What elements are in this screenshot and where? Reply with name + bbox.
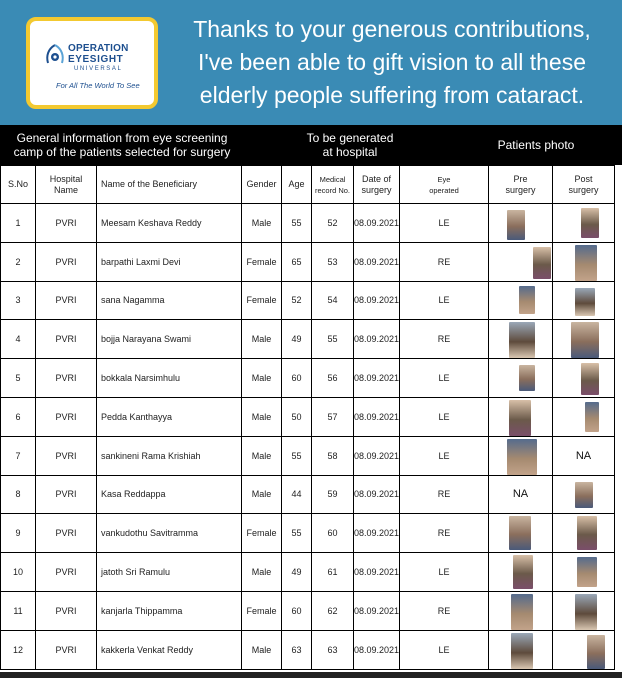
logo-text-eyesight: EYESIGHT — [68, 54, 124, 65]
pre-surgery-photo-cell — [489, 553, 553, 592]
headline-line: Thanks to your generous contributions, — [193, 16, 591, 42]
pre-surgery-photo-cell — [489, 514, 553, 553]
patient-photo-thumbnail — [575, 594, 597, 630]
beneficiary-name-cell: Meesam Keshava Reddy — [97, 204, 242, 243]
gender-cell: Male — [242, 359, 282, 398]
hospital-cell: PVRI — [36, 204, 97, 243]
record-no-cell: 56 — [312, 359, 354, 398]
patient-photo-thumbnail — [509, 322, 535, 358]
patient-photo-thumbnail — [575, 245, 597, 281]
pre-surgery-photo-cell — [489, 591, 553, 630]
beneficiary-name-cell: bojja Narayana Swami — [97, 320, 242, 359]
hospital-cell: PVRI — [36, 591, 97, 630]
hospital-cell: PVRI — [36, 242, 97, 281]
pre-surgery-photo-cell — [489, 320, 553, 359]
patient-photo-thumbnail — [511, 633, 533, 669]
record-no-cell: 63 — [312, 630, 354, 669]
pre-surgery-photo-cell — [489, 281, 553, 320]
surgery-date-cell: 08.09.2021 — [354, 630, 400, 669]
record-no-cell: 53 — [312, 242, 354, 281]
hospital-cell: PVRI — [36, 475, 97, 514]
age-cell: 55 — [282, 436, 312, 475]
table-row — [1, 397, 615, 436]
table-row — [1, 204, 615, 243]
gender-cell: Female — [242, 281, 282, 320]
eye-operated-cell: RE — [400, 320, 489, 359]
logo-text-operation: OPERATION — [68, 43, 129, 54]
col-header-pre: Pre surgery — [489, 166, 553, 204]
hospital-generated-line: To be generated — [306, 131, 394, 145]
eye-operated-cell: LE — [400, 630, 489, 669]
col-header-age: Age — [282, 166, 312, 204]
not-available-label: NA — [512, 488, 529, 501]
table-row — [1, 281, 615, 320]
record-no-cell: 57 — [312, 397, 354, 436]
patient-photo-thumbnail — [519, 365, 535, 391]
surgery-date-cell: 08.09.2021 — [354, 591, 400, 630]
headline — [172, 13, 612, 112]
gender-cell: Male — [242, 397, 282, 436]
table-row — [1, 591, 615, 630]
eye-operated-cell: RE — [400, 475, 489, 514]
record-no-cell: 61 — [312, 553, 354, 592]
gender-cell: Female — [242, 514, 282, 553]
surgery-date-cell: 08.09.2021 — [354, 397, 400, 436]
sno-cell: 6 — [1, 397, 36, 436]
table-row — [1, 630, 615, 669]
patient-photo-thumbnail — [513, 555, 533, 589]
section-header-bar — [0, 125, 622, 165]
post-surgery-photo-cell — [553, 475, 615, 514]
pre-surgery-photo-cell — [489, 630, 553, 669]
gender-cell: Female — [242, 591, 282, 630]
eye-operated-cell: RE — [400, 242, 489, 281]
header-banner — [0, 0, 622, 125]
sno-cell: 1 — [1, 204, 36, 243]
post-surgery-photo-cell — [553, 436, 615, 475]
age-cell: 63 — [282, 630, 312, 669]
surgery-date-cell: 08.09.2021 — [354, 514, 400, 553]
general-info-heading — [6, 131, 238, 159]
eye-operated-cell: LE — [400, 436, 489, 475]
hospital-cell: PVRI — [36, 359, 97, 398]
col-header-gender: Gender — [242, 166, 282, 204]
eye-operated-cell: LE — [400, 359, 489, 398]
surgery-date-cell: 08.09.2021 — [354, 359, 400, 398]
table-row — [1, 359, 615, 398]
eye-operated-cell: RE — [400, 514, 489, 553]
record-no-cell: 62 — [312, 591, 354, 630]
age-cell: 60 — [282, 359, 312, 398]
surgery-date-cell: 08.09.2021 — [354, 242, 400, 281]
record-no-cell: 54 — [312, 281, 354, 320]
age-cell: 65 — [282, 242, 312, 281]
patient-photo-thumbnail — [581, 363, 599, 395]
record-no-cell: 59 — [312, 475, 354, 514]
table-row — [1, 242, 615, 281]
surgery-date-cell: 08.09.2021 — [354, 281, 400, 320]
surgery-date-cell: 08.09.2021 — [354, 436, 400, 475]
record-no-cell: 55 — [312, 320, 354, 359]
col-header-record: Medical record No. — [312, 166, 354, 204]
age-cell: 50 — [282, 397, 312, 436]
headline-line: I've been able to gift vision to all these — [198, 49, 586, 75]
age-cell: 52 — [282, 281, 312, 320]
sno-cell: 4 — [1, 320, 36, 359]
post-surgery-photo-cell — [553, 630, 615, 669]
table-row — [1, 514, 615, 553]
eye-operated-cell: LE — [400, 204, 489, 243]
sno-cell: 8 — [1, 475, 36, 514]
eye-operated-cell: LE — [400, 281, 489, 320]
beneficiary-name-cell: jatoth Sri Ramulu — [97, 553, 242, 592]
patient-photo-thumbnail — [577, 516, 597, 550]
patient-photo-thumbnail — [575, 288, 595, 316]
post-surgery-photo-cell — [553, 281, 615, 320]
sno-cell: 7 — [1, 436, 36, 475]
table-header-row — [1, 166, 615, 204]
gender-cell: Male — [242, 320, 282, 359]
table-row — [1, 320, 615, 359]
hospital-cell: PVRI — [36, 397, 97, 436]
patients-table — [0, 165, 615, 670]
pre-surgery-photo-cell — [489, 204, 553, 243]
col-header-eye: Eye operated — [400, 166, 489, 204]
eye-operated-cell: LE — [400, 397, 489, 436]
sno-cell: 9 — [1, 514, 36, 553]
record-no-cell: 52 — [312, 204, 354, 243]
table-row — [1, 436, 615, 475]
col-header-post: Post surgery — [553, 166, 615, 204]
surgery-date-cell: 08.09.2021 — [354, 475, 400, 514]
beneficiary-name-cell: kanjarla Thippamma — [97, 591, 242, 630]
eye-operated-cell: LE — [400, 553, 489, 592]
beneficiary-name-cell: Pedda Kanthayya — [97, 397, 242, 436]
sno-cell: 12 — [1, 630, 36, 669]
beneficiary-name-cell: vankudothu Savitramma — [97, 514, 242, 553]
table-row — [1, 553, 615, 592]
post-surgery-photo-cell — [553, 320, 615, 359]
col-header-beneficiary: Name of the Beneficiary — [97, 166, 242, 204]
post-surgery-photo-cell — [553, 359, 615, 398]
post-surgery-photo-cell — [553, 397, 615, 436]
patient-photo-thumbnail — [511, 594, 533, 630]
record-no-cell: 60 — [312, 514, 354, 553]
hospital-cell: PVRI — [36, 630, 97, 669]
gender-cell: Male — [242, 436, 282, 475]
patient-photo-thumbnail — [533, 247, 551, 279]
age-cell: 60 — [282, 591, 312, 630]
hospital-cell: PVRI — [36, 553, 97, 592]
bottom-border — [0, 672, 622, 678]
beneficiary-name-cell: barpathi Laxmi Devi — [97, 242, 242, 281]
patient-photo-thumbnail — [509, 400, 531, 436]
headline-line: elderly people suffering from cataract. — [199, 82, 585, 108]
beneficiary-name-cell: sana Nagamma — [97, 281, 242, 320]
patient-photo-thumbnail — [587, 635, 605, 669]
hospital-cell: PVRI — [36, 514, 97, 553]
gender-cell: Female — [242, 242, 282, 281]
sno-cell: 2 — [1, 242, 36, 281]
eye-operated-cell: RE — [400, 591, 489, 630]
col-header-date: Date of surgery — [354, 166, 400, 204]
patient-photo-thumbnail — [575, 482, 593, 508]
general-info-line: General information from eye screening — [16, 131, 228, 145]
beneficiary-name-cell: bokkala Narsimhulu — [97, 359, 242, 398]
patient-photo-thumbnail — [509, 516, 531, 550]
col-header-sno: S.No — [1, 166, 36, 204]
not-available-label: NA — [575, 449, 592, 462]
patient-photo-thumbnail — [571, 322, 599, 358]
gender-cell: Male — [242, 475, 282, 514]
gender-cell: Male — [242, 630, 282, 669]
post-surgery-photo-cell — [553, 553, 615, 592]
pre-surgery-photo-cell — [489, 475, 553, 514]
sno-cell: 11 — [1, 591, 36, 630]
patient-photo-thumbnail — [507, 439, 537, 475]
col-header-hospital: Hospital Name — [36, 166, 97, 204]
table-row — [1, 475, 615, 514]
patient-photo-thumbnail — [585, 402, 599, 432]
surgery-date-cell: 08.09.2021 — [354, 553, 400, 592]
hospital-cell: PVRI — [36, 281, 97, 320]
age-cell: 49 — [282, 553, 312, 592]
pre-surgery-photo-cell — [489, 359, 553, 398]
age-cell: 55 — [282, 514, 312, 553]
pre-surgery-photo-cell — [489, 397, 553, 436]
record-no-cell: 58 — [312, 436, 354, 475]
eye-logo-icon — [44, 43, 66, 69]
logo-tagline: For All The World To See — [56, 81, 140, 90]
surgery-date-cell: 08.09.2021 — [354, 204, 400, 243]
age-cell: 55 — [282, 204, 312, 243]
beneficiary-name-cell: Kasa Reddappa — [97, 475, 242, 514]
post-surgery-photo-cell — [553, 204, 615, 243]
post-surgery-photo-cell — [553, 591, 615, 630]
pre-surgery-photo-cell — [489, 242, 553, 281]
pre-surgery-photo-cell — [489, 436, 553, 475]
hospital-cell: PVRI — [36, 320, 97, 359]
sno-cell: 5 — [1, 359, 36, 398]
sno-cell: 3 — [1, 281, 36, 320]
beneficiary-name-cell: sankineni Rama Krishiah — [97, 436, 242, 475]
patients-photo-heading: Patients photo — [497, 138, 575, 152]
sno-cell: 10 — [1, 553, 36, 592]
gender-cell: Male — [242, 204, 282, 243]
surgery-date-cell: 08.09.2021 — [354, 320, 400, 359]
post-surgery-photo-cell — [553, 242, 615, 281]
hospital-generated-line: at hospital — [322, 145, 378, 159]
patient-photo-thumbnail — [577, 557, 597, 587]
hospital-generated-heading — [290, 131, 410, 159]
patient-photo-thumbnail — [507, 210, 525, 240]
age-cell: 49 — [282, 320, 312, 359]
beneficiary-name-cell: kakkerla Venkat Reddy — [97, 630, 242, 669]
patient-photo-thumbnail — [581, 208, 599, 238]
logo-text-universal: UNIVERSAL — [74, 66, 123, 72]
hospital-cell: PVRI — [36, 436, 97, 475]
post-surgery-photo-cell — [553, 514, 615, 553]
patient-photo-thumbnail — [519, 286, 535, 314]
logo — [26, 17, 158, 109]
age-cell: 44 — [282, 475, 312, 514]
gender-cell: Male — [242, 553, 282, 592]
general-info-line: camp of the patients selected for surgery — [13, 145, 231, 159]
